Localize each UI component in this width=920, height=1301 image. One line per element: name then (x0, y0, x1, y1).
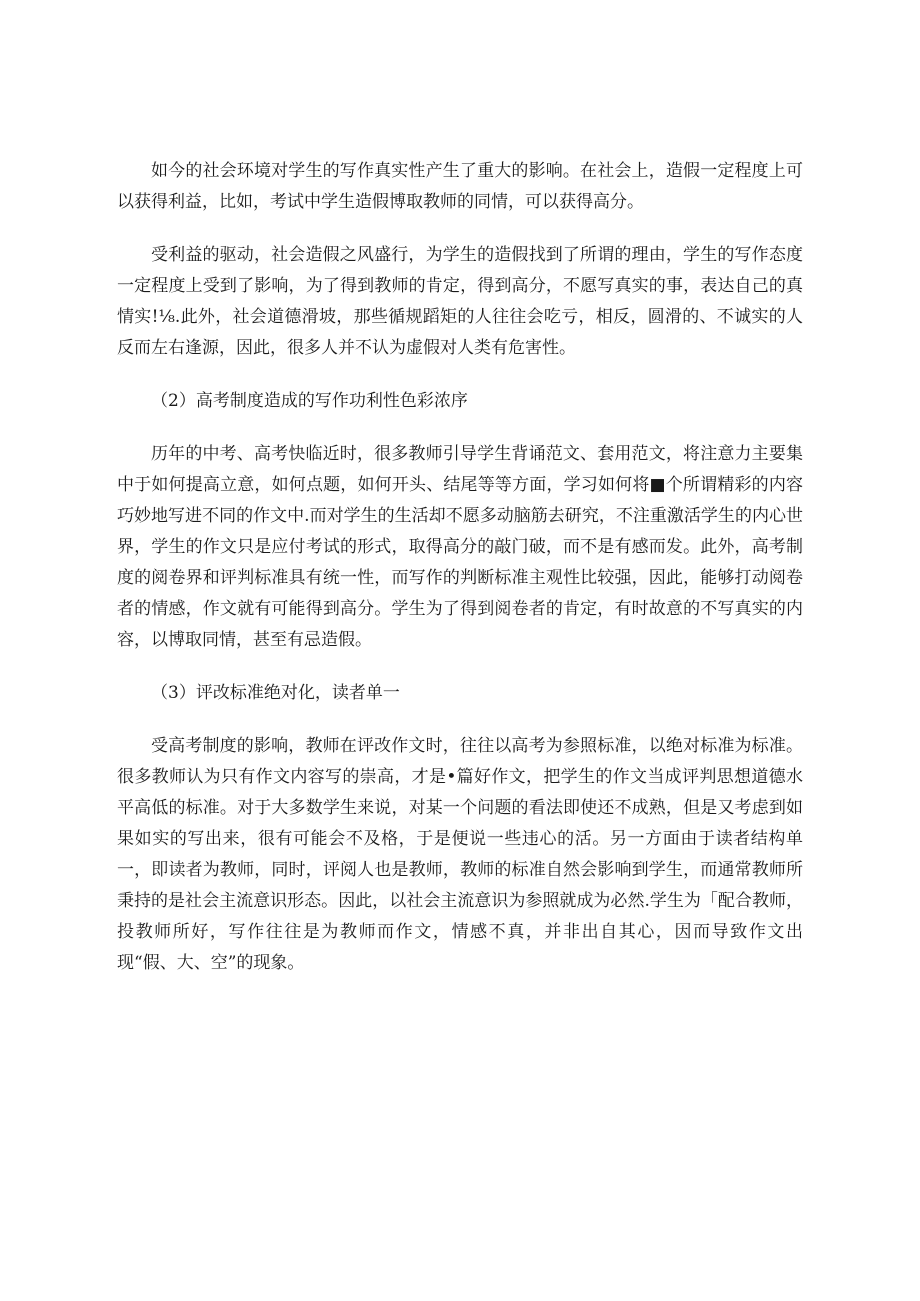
paragraph-3: 历年的中考、高考快临近时，很多教师引导学生背诵范文、套用范文，将注意力主要集中于如何提高立意，如何点题，如何开头、结尾等等方面，学习如何将■个所谓精彩的内容巧妙地写进不同的作文中.而对学生的生活却不愿多动脑筋去研究，不注重激活学生的内心世界，学生的作文只是应付考试的形式，取得高分的敲门破，而不是有感而发。此外，高考制度的阅卷界和评判标准具有统一性，而写作的判断标准主观性比较强，因此，能够打动阅卷者的情感，作文就有可能得到高分。学生为了得到阅卷者的肯定，有时故意的不写真实的内容，以博取同情，甚至有忌造假。 (117, 444, 803, 650)
section-heading-3: （3）评改标准绝对化，读者单一 (151, 683, 400, 703)
paragraph-4: 受高考制度的影响，教师在评改作文时，往往以高考为参照标准，以绝对标准为标准。很多教师认为只有作文内容写的崇高，才是•篇好作文，把学生的作文当成评判思想道德水平高低的标准。对于大多数学生来说，对某一个问题的看法即使还不成熟，但是又考虑到如果如实的写出来，很有可能会不及格，于是便说一些违心的活。另一方面由于读者结构单一，即读者为教师，同时，评阅人也是教师，教师的标准自然会影响到学生，而通常教师所秉持的是社会主流意识形态。因此，以社会主流意识为参照就成为必然.学生为「配合教师，投教师所好，写作往往是为教师而作文，情感不真，并非出自其心，因而导致作文出现“假、大、空”的现象。 (117, 736, 803, 973)
document-body (117, 156, 803, 979)
paragraph-2: 受利益的驱动，社会造假之风盛行，为学生的造假找到了所谓的理由，学生的写作态度一定程度上受到了影响，为了得到教师的肯定，得到高分，不愿写真实的事，表达自己的真情实!⅛.此外，社会道德滑坡，那些循规蹈矩的人往往会吃亏，相反，圆滑的、不诚实的人反而左右逢源，因此，很多人并不认为虚假对人类有危害性。 (117, 245, 803, 358)
section-heading-2: （2）高考制度造成的写作功利性色彩浓序 (151, 391, 468, 411)
paragraph-1: 如今的社会环境对学生的写作真实性产生了重大的影响。在社会上，造假一定程度上可以获得利益，比如，考试中学生造假博取教师的同情，可以获得高分。 (117, 161, 803, 212)
